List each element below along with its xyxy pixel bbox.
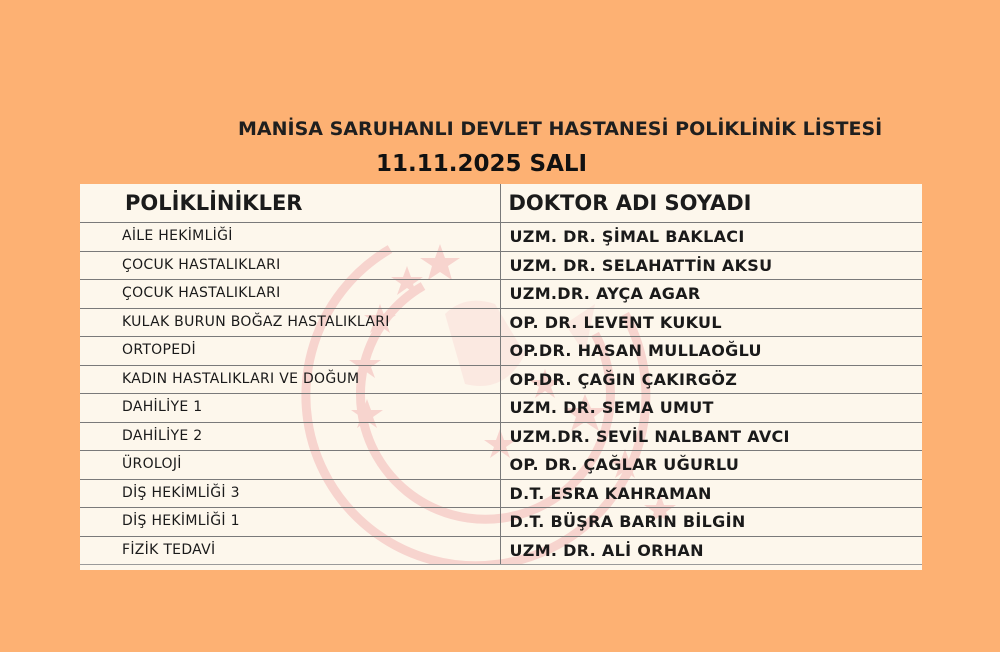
- table-row: [80, 308, 922, 337]
- clinic-table: [80, 184, 922, 565]
- doctor-cell: UZM.DR. SEVİL NALBANT AVCI: [500, 422, 922, 451]
- doctor-cell: D.T. ESRA KAHRAMAN: [500, 479, 922, 508]
- doctor-cell: OP. DR. ÇAĞLAR UĞURLU: [500, 451, 922, 480]
- doctor-cell: D.T. BÜŞRA BARIN BİLGİN: [500, 508, 922, 537]
- clinic-cell: FİZİK TEDAVİ: [80, 536, 500, 565]
- doctor-cell: UZM. DR. SEMA UMUT: [500, 394, 922, 423]
- table-row: [80, 365, 922, 394]
- table-row: [80, 280, 922, 309]
- table-row: [80, 394, 922, 423]
- doctor-cell: UZM. DR. ALİ ORHAN: [500, 536, 922, 565]
- clinic-cell: DAHİLİYE 1: [80, 394, 500, 423]
- table-row: [80, 223, 922, 252]
- list-date: 11.11.2025 SALI: [376, 151, 588, 177]
- doctor-cell: OP. DR. LEVENT KUKUL: [500, 308, 922, 337]
- table-row: [80, 422, 922, 451]
- doctor-cell: UZM. DR. SELAHATTİN AKSU: [500, 251, 922, 280]
- clinic-list-sheet: [80, 184, 922, 570]
- clinic-cell: AİLE HEKİMLİĞİ: [80, 223, 500, 252]
- table-row: [80, 508, 922, 537]
- doctor-cell: UZM.DR. AYÇA AGAR: [500, 280, 922, 309]
- clinic-cell: DAHİLİYE 2: [80, 422, 500, 451]
- column-header-doctor: DOKTOR ADI SOYADI: [500, 184, 922, 223]
- doctor-cell: UZM. DR. ŞİMAL BAKLACI: [500, 223, 922, 252]
- clinic-cell: ÇOCUK HASTALIKLARI: [80, 280, 500, 309]
- clinic-cell: DİŞ HEKİMLİĞİ 3: [80, 479, 500, 508]
- doctor-cell: OP.DR. ÇAĞIN ÇAKIRGÖZ: [500, 365, 922, 394]
- table-row: [80, 479, 922, 508]
- doctor-cell: OP.DR. HASAN MULLAOĞLU: [500, 337, 922, 366]
- clinic-cell: KULAK BURUN BOĞAZ HASTALIKLARI: [80, 308, 500, 337]
- clinic-cell: DİŞ HEKİMLİĞİ 1: [80, 508, 500, 537]
- table-row: [80, 251, 922, 280]
- table-header-row: [80, 184, 922, 223]
- clinic-cell: ORTOPEDİ: [80, 337, 500, 366]
- clinic-cell: KADIN HASTALIKLARI VE DOĞUM: [80, 365, 500, 394]
- clinic-cell: ÇOCUK HASTALIKLARI: [80, 251, 500, 280]
- table-row: [80, 451, 922, 480]
- clinic-cell: ÜROLOJİ: [80, 451, 500, 480]
- table-row: [80, 536, 922, 565]
- column-header-clinics: POLİKLİNİKLER: [80, 184, 500, 223]
- table-row: [80, 337, 922, 366]
- page-title: MANİSA SARUHANLI DEVLET HASTANESİ POLİKLİNİK LİSTESİ: [238, 118, 883, 140]
